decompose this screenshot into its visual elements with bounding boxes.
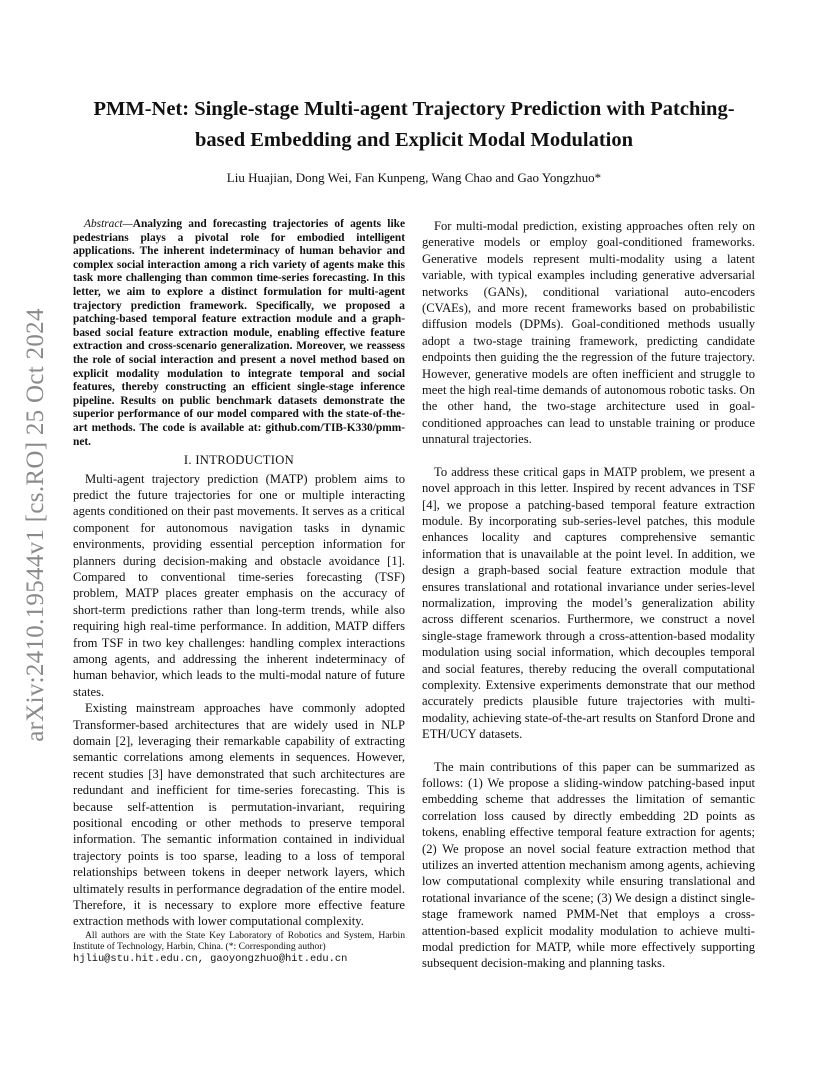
paper-title: PMM-Net: Single-stage Multi-agent Trajectory Prediction with Patching-based Embedding and Explicit Modal Modulation xyxy=(93,98,735,151)
author-emails: hjliu@stu.hit.edu.cn, gaoyongzhuo@hit.edu.cn xyxy=(73,953,348,966)
author-list: Liu Huajian, Dong Wei, Fan Kunpeng, Wang Chao and Gao Yongzhuo* xyxy=(226,170,602,185)
arxiv-stamp-text: arXiv:2410.19544v1 [cs.RO] 25 Oct 2024 xyxy=(22,308,50,742)
intro-paragraph-1: Multi-agent trajectory prediction (MATP) problem aims to predict the future trajectories for one or multiple interacting agents conditioned on their past movements. It serves as a critical component for autonomous navigation tasks in dynamic environments, providing essential perception information for planners during decision-making and obstacle avoidance [1]. Compared to conventional time-series forecasting (TSF) problem, MATP places greater emphasis on the accuracy of short-term predictions rather than long-term trends, while also requiring high real-time performance. In addition, MATP differs from TSF in two key challenges: handling complex interactions among agents, and addressing the inherent indeterminacy of human behavior, which leads to the multi-modal nature of future states. xyxy=(73,471,405,699)
section-heading-introduction: I. INTRODUCTION xyxy=(183,453,295,468)
left-column xyxy=(73,218,405,966)
arxiv-stamp xyxy=(14,290,58,760)
abstract: Abstract—Analyzing and forecasting trajectories of agents like pedestrians plays a pivotal role for embodied intelligent applications. The inherent indeterminacy of human behavior and complex social interaction among a rich variety of agents make this task more challenging than common time-series forecasting. In this letter, we aim to explore a distinct formulation for multi-agent trajectory prediction framework. Specifically, we proposed a patching-based temporal feature extraction module and a graph-based social feature extraction module, enabling effective feature extraction and cross-scenario generalization. Moreover, we reassess the role of social interaction and present a novel method based on explicit modality modulation to integrate temporal and social features, thereby constructing an efficient single-stage inference pipeline. Results on public benchmark datasets demonstrate the superior performance of our model compared with the state-of-the-art methods. The code is available at: github.com/TIB-K330/pmm-net. xyxy=(73,218,405,448)
right-column xyxy=(422,218,755,988)
contributions-paragraph: The main contributions of this paper can be summarized as follows: (1) We propose a sliding-window patching-based input embedding scheme that addresses the limitation of semantic correlation loss caused by directly embedding 2D points as tokens, enabling effective temporal feature extraction for agents; (2) We propose an novel social feature extraction method that utilizes an inverted attention mechanism among agents, achieving low computational complexity while ensuring translational and rotational invariance of the scene; (3) We design a distinct single-stage framework named PMM-Net that employs a cross-attention-based explicit modality modulation to achieve multi-modal prediction for MATP, while more effectively supporting subsequent decision-making and planning tasks. xyxy=(422,759,755,971)
abstract-label: Abstract xyxy=(84,218,123,230)
intro-paragraph-3: For multi-modal prediction, existing approaches often rely on generative models or employ goal-conditioned frameworks. Generative models represent multi-modality using a latent variable, with typical examples including generative adversarial networks (GANs), conditional variational auto-encoders (CVAEs), and more recent frameworks based on probabilistic diffusion models (DPMs). Goal-conditioned methods usually adopt a two-stage training framework, predicting candidate endpoints then guiding the the regression of the future trajectory. However, generative models are often inefficient and struggle to meet the high real-time demands of autonomous robotic tasks. On the other hand, the two-stage architecture used in goal-conditioned approaches can lead to unstable training or produce unnatural trajectories. xyxy=(422,219,755,447)
abstract-text: Analyzing and forecasting trajectories of agents like pedestrians plays a pivotal role for embodied intelligent applications. The inherent indeterminacy of human behavior and complex social interaction among a rich variety of agents make this task more challenging than common time-series forecasting. In this letter, we aim to explore a distinct formulation for multi-agent trajectory prediction framework. Specifically, we proposed a patching-based temporal feature extraction module and a graph-based social feature extraction module, enabling effective feature extraction and cross-scenario generalization. Moreover, we reassess the role of social interaction and present a novel method based on explicit modality modulation to integrate temporal and social features, thereby constructing an efficient single-stage inference pipeline. Results on public benchmark datasets demonstrate the superior performance of our model compared with the state-of-the-art methods. The code is available at: github.com/TIB-K330/pmm-net. xyxy=(73,218,405,448)
affiliation-footnote xyxy=(73,930,405,966)
intro-paragraph-4: To address these critical gaps in MATP problem, we present a novel approach in this letter. Inspired by recent advances in TSF [4], we propose a patching-based temporal feature extraction module. By incorporating sub-series-level patches, this module enhances locality and captures comprehensive semantic information that is unavailable at the point level. In addition, we design a graph-based social feature extraction module that ensures translational and rotational invariance under series-level normalization, improving the model’s generalization ability across different scenarios. Furthermore, we construct a novel single-stage framework through a cross-attention-based modality modulation using social information, which decouples temporal and social features, thereby reducing the overall computational complexity. Extensive experiments demonstrate that our method accurately predicts plausible future trajectories with multi-modality, achieving state-of-the-art results on Stanford Drone and ETH/UCY datasets. xyxy=(422,464,755,742)
footnote-text: All authors are with the State Key Laboratory of Robotics and System, Harbin Institute of Technology, Harbin, China. (*: Corresponding author) xyxy=(73,929,405,953)
intro-paragraph-2: Existing mainstream approaches have commonly adopted Transformer-based architectures that are widely used in NLP domain [2], leveraging their remarkable capability of extracting semantic correlations among elements in sequences. However, recent studies [3] have demonstrated that such architectures are redundant and inefficient for time-series forecasting. This is because self-attention is permutation-invariant, requiring positional encoding or other methods to preserve temporal information. The semantic information contained in individual trajectory points is too sparse, leading to a loss of temporal relationships between tokens in deeper network layers, which ultimately results in performance degradation of the entire model. Therefore, it is necessary to explore more effective feature extraction methods with lower computational complexity. xyxy=(73,701,405,929)
